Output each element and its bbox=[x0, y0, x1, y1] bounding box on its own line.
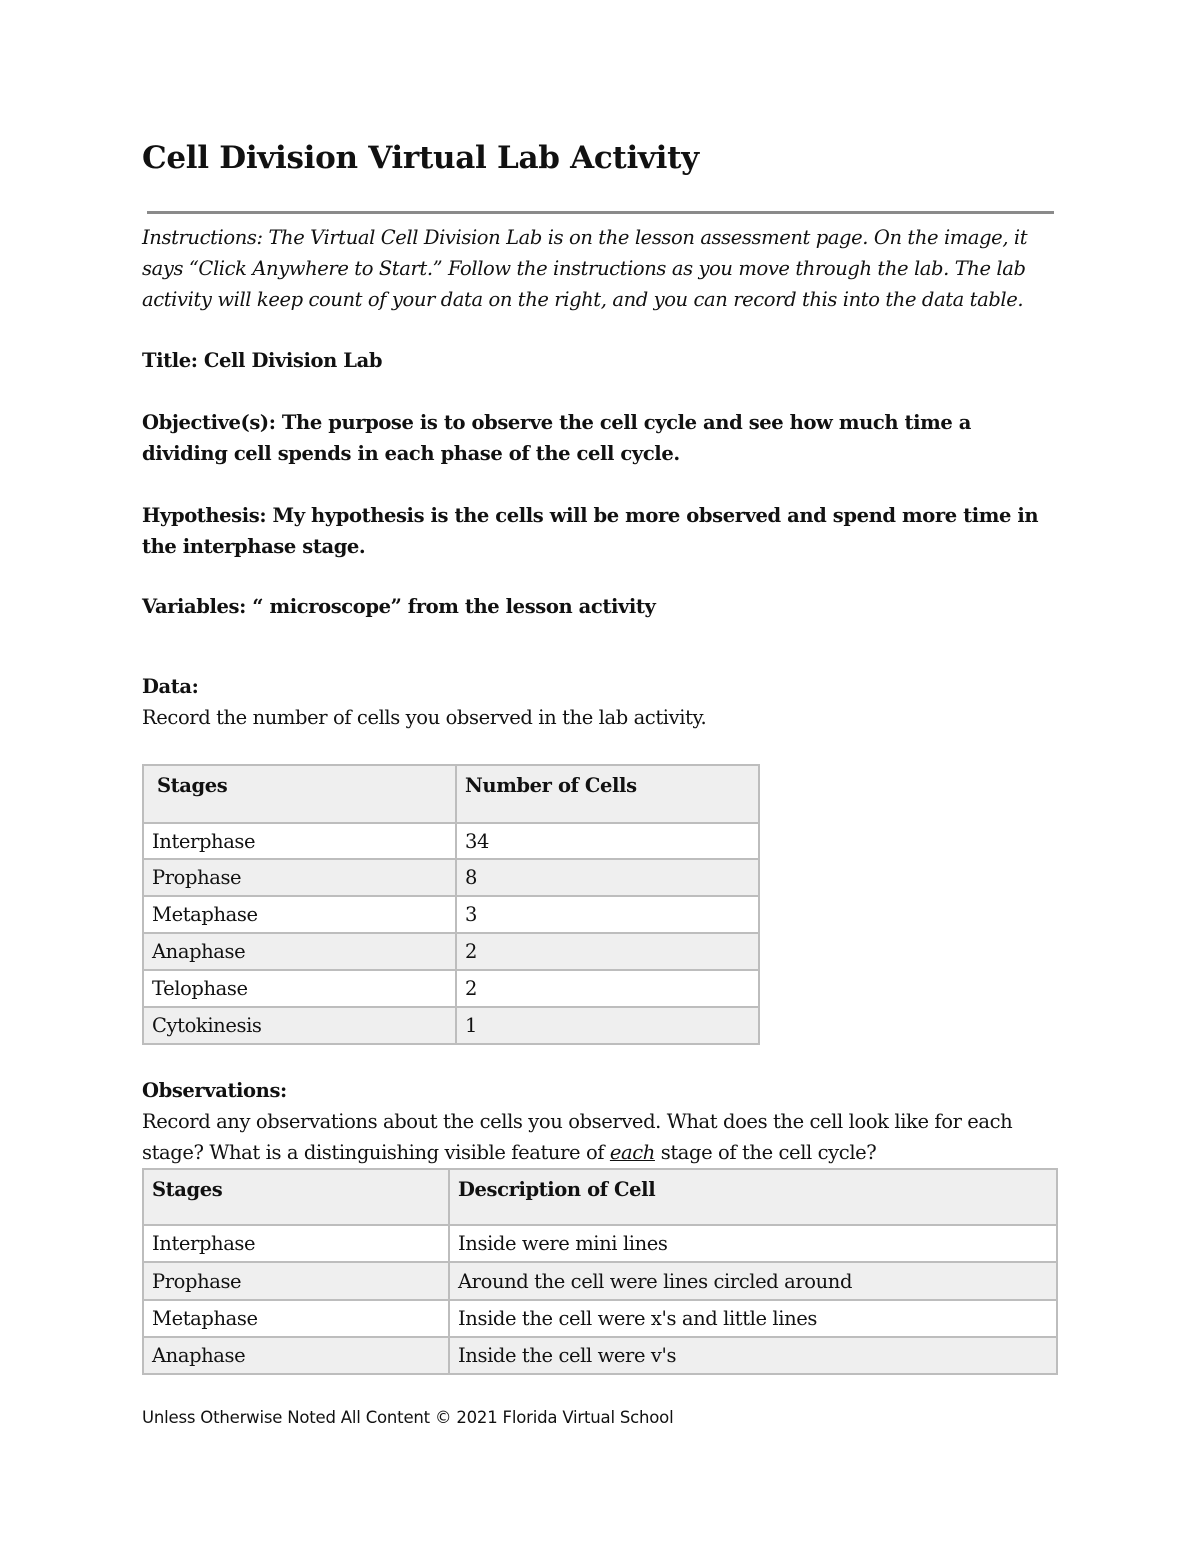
table-row bbox=[143, 1300, 1057, 1337]
header-description: Description of Cell bbox=[449, 1169, 1057, 1225]
variables-text: Variables: “ microscope” from the lesson activity bbox=[142, 595, 656, 618]
table-header-row bbox=[143, 765, 759, 823]
table-row bbox=[143, 859, 759, 896]
count-cell: 8 bbox=[456, 859, 759, 896]
count-cell: 34 bbox=[456, 823, 759, 859]
data-prompt: Record the number of cells you observed in the lab activity. bbox=[142, 706, 707, 729]
objective-text: Objective(s): The purpose is to observe the cell cycle and see how much time a dividing cell spends in each phase of the cell cycle. bbox=[142, 411, 971, 465]
lab-title-line: Title: Cell Division Lab bbox=[142, 349, 383, 372]
stage-cell: Telophase bbox=[143, 970, 456, 1007]
instructions-text: Instructions: The Virtual Cell Division Lab is on the lesson assessment page. On the image, it says “Click Anywhere to Start.” Follow the instructions as you move through the lab. The lab activity will keep count of your data on the right, and you can record this into the data table. bbox=[142, 226, 1028, 311]
stage-cell: Anaphase bbox=[143, 1337, 449, 1374]
table-row bbox=[143, 1337, 1057, 1374]
observations-prompt-emphasis: each bbox=[609, 1141, 655, 1164]
table-row bbox=[143, 933, 759, 970]
hypothesis-text: Hypothesis: My hypothesis is the cells will be more observed and spend more time in the interphase stage. bbox=[142, 504, 1039, 558]
count-cell: 2 bbox=[456, 933, 759, 970]
description-cell: Inside were mini lines bbox=[449, 1225, 1057, 1262]
observations-prompt-start: Record any observations about the cells you observed. What does the cell look like for each stage? What is a distinguishing visible feature of bbox=[142, 1110, 1013, 1164]
observations-prompt-end: stage of the cell cycle? bbox=[654, 1141, 877, 1164]
stage-cell: Anaphase bbox=[143, 933, 456, 970]
description-cell: Inside the cell were v's bbox=[449, 1337, 1057, 1374]
count-cell: 2 bbox=[456, 970, 759, 1007]
table-row bbox=[143, 823, 759, 859]
observations-heading: Observations: bbox=[142, 1079, 287, 1102]
cell-count-table bbox=[142, 764, 760, 1045]
stage-cell: Interphase bbox=[143, 1225, 449, 1262]
count-cell: 3 bbox=[456, 896, 759, 933]
description-cell: Around the cell were lines circled around bbox=[449, 1262, 1057, 1300]
stage-cell: Prophase bbox=[143, 859, 456, 896]
page-title: Cell Division Virtual Lab Activity bbox=[142, 140, 699, 176]
header-stages: Stages bbox=[143, 1169, 449, 1225]
table-row bbox=[143, 1007, 759, 1044]
table-row bbox=[143, 1225, 1057, 1262]
table-row bbox=[143, 970, 759, 1007]
stage-cell: Metaphase bbox=[143, 1300, 449, 1337]
stage-cell: Prophase bbox=[143, 1262, 449, 1300]
table-row bbox=[143, 896, 759, 933]
description-cell: Inside the cell were x's and little lines bbox=[449, 1300, 1057, 1337]
data-heading: Data: bbox=[142, 675, 199, 698]
copyright-footer: Unless Otherwise Noted All Content © 2021 Florida Virtual School bbox=[142, 1408, 674, 1427]
table-header-row bbox=[143, 1169, 1057, 1225]
title-divider bbox=[147, 211, 1054, 214]
header-stages: Stages bbox=[143, 765, 456, 823]
table-row bbox=[143, 1262, 1057, 1300]
stage-cell: Cytokinesis bbox=[143, 1007, 456, 1044]
stage-cell: Metaphase bbox=[143, 896, 456, 933]
header-number-of-cells: Number of Cells bbox=[456, 765, 759, 823]
observations-prompt bbox=[142, 1106, 1058, 1168]
count-cell: 1 bbox=[456, 1007, 759, 1044]
stage-cell: Interphase bbox=[143, 823, 456, 859]
cell-description-table bbox=[142, 1168, 1058, 1375]
